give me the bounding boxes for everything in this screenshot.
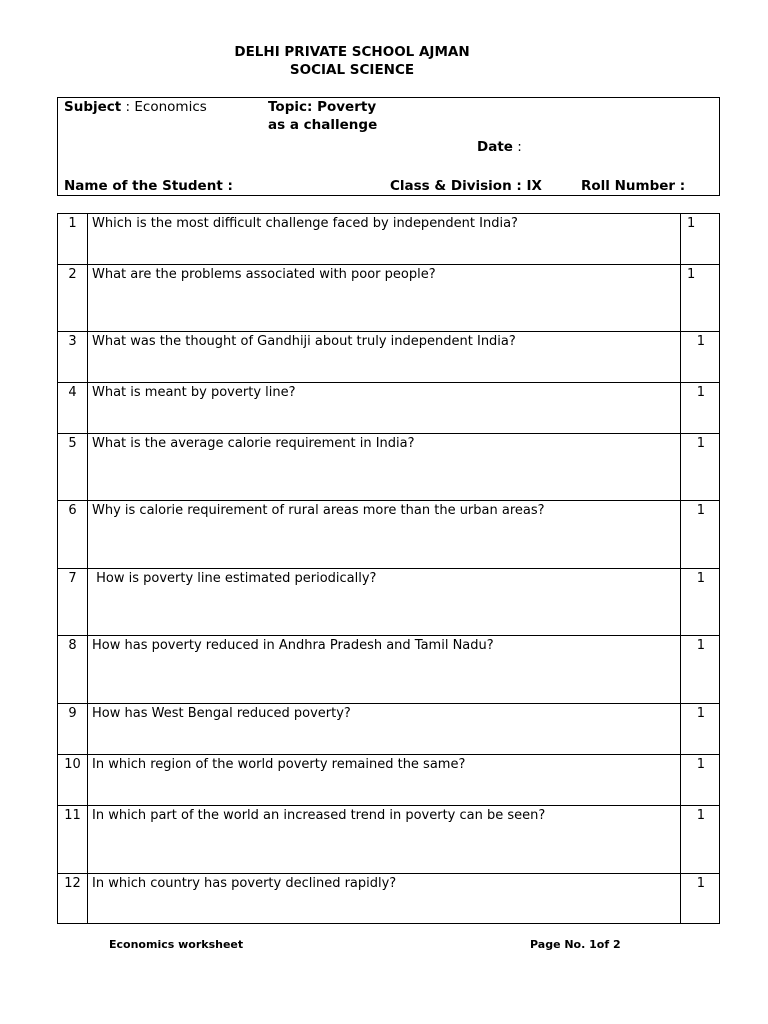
question-row bbox=[58, 332, 720, 383]
date-colon: : bbox=[517, 139, 522, 155]
subject-area: SOCIAL SCIENCE bbox=[289, 62, 415, 78]
question-marks: 1 bbox=[681, 214, 720, 265]
question-row bbox=[58, 569, 720, 636]
question-text: How has West Bengal reduced poverty? bbox=[88, 704, 681, 755]
topic-line-1: Topic: Poverty bbox=[268, 99, 377, 115]
question-row bbox=[58, 265, 720, 332]
question-row bbox=[58, 874, 720, 924]
footer-page-number: Page No. 1of 2 bbox=[530, 938, 621, 951]
question-text: What was the thought of Gandhiji about truly independent India? bbox=[88, 332, 681, 383]
footer-left: Economics worksheet bbox=[109, 938, 244, 951]
question-number: 10 bbox=[58, 755, 88, 806]
question-marks: 1 bbox=[681, 383, 720, 434]
document-header bbox=[0, 43, 704, 79]
question-text: In which country has poverty declined rapidly? bbox=[88, 874, 681, 924]
question-marks: 1 bbox=[681, 501, 720, 569]
question-number: 2 bbox=[58, 265, 88, 332]
question-number: 8 bbox=[58, 636, 88, 704]
question-number: 5 bbox=[58, 434, 88, 501]
question-text: In which part of the world an increased trend in poverty can be seen? bbox=[88, 806, 681, 874]
question-row bbox=[58, 501, 720, 569]
question-text: In which region of the world poverty remained the same? bbox=[88, 755, 681, 806]
date-label: Date bbox=[477, 139, 513, 155]
question-number: 9 bbox=[58, 704, 88, 755]
question-number: 3 bbox=[58, 332, 88, 383]
question-number: 11 bbox=[58, 806, 88, 874]
question-marks: 1 bbox=[681, 332, 720, 383]
question-row bbox=[58, 636, 720, 704]
class-division-label: Class & Division : IX bbox=[390, 178, 542, 194]
subject-value: : Economics bbox=[125, 99, 207, 115]
student-name-label: Name of the Student : bbox=[64, 178, 233, 194]
question-marks: 1 bbox=[681, 755, 720, 806]
question-text: How has poverty reduced in Andhra Pradesh and Tamil Nadu? bbox=[88, 636, 681, 704]
question-text: What are the problems associated with poor people? bbox=[88, 265, 681, 332]
question-number: 6 bbox=[58, 501, 88, 569]
question-row bbox=[58, 383, 720, 434]
question-text: Which is the most difficult challenge faced by independent India? bbox=[88, 214, 681, 265]
subject-field bbox=[64, 99, 207, 115]
question-text: What is the average calorie requirement in India? bbox=[88, 434, 681, 501]
question-text: How is poverty line estimated periodically? bbox=[88, 569, 681, 636]
question-number: 7 bbox=[58, 569, 88, 636]
questions-table bbox=[57, 213, 720, 924]
question-text: Why is calorie requirement of rural areas more than the urban areas? bbox=[88, 501, 681, 569]
topic-field bbox=[268, 98, 377, 134]
question-marks: 1 bbox=[681, 636, 720, 704]
question-marks: 1 bbox=[681, 434, 720, 501]
question-row bbox=[58, 214, 720, 265]
question-marks: 1 bbox=[681, 704, 720, 755]
question-number: 4 bbox=[58, 383, 88, 434]
question-marks: 1 bbox=[681, 806, 720, 874]
question-number: 1 bbox=[58, 214, 88, 265]
question-row bbox=[58, 806, 720, 874]
school-name: DELHI PRIVATE SCHOOL AJMAN bbox=[234, 44, 470, 60]
question-marks: 1 bbox=[681, 569, 720, 636]
question-text: What is meant by poverty line? bbox=[88, 383, 681, 434]
question-row bbox=[58, 755, 720, 806]
question-marks: 1 bbox=[681, 874, 720, 924]
question-marks: 1 bbox=[681, 265, 720, 332]
topic-line-2: as a challenge bbox=[268, 117, 378, 133]
subject-label: Subject bbox=[64, 99, 122, 115]
question-row bbox=[58, 704, 720, 755]
roll-number-label: Roll Number : bbox=[581, 178, 686, 194]
question-number: 12 bbox=[58, 874, 88, 924]
student-info-box bbox=[57, 97, 720, 196]
date-field bbox=[477, 139, 522, 155]
question-row bbox=[58, 434, 720, 501]
